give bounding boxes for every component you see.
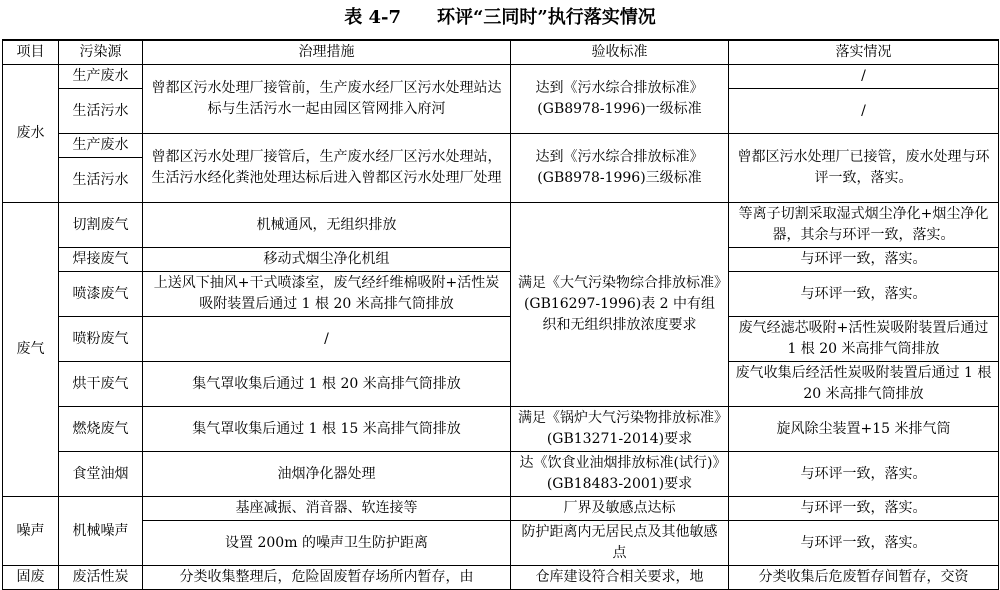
source-cell: 烘干废气 [59,362,143,407]
header-category: 项目 [3,40,59,65]
category-cell: 固废 [3,566,59,590]
source-cell: 机械噪声 [59,497,143,566]
header-row [3,40,999,65]
table-row [3,521,999,566]
measure-cell: / [143,317,511,362]
status-cell: 与环评一致，落实。 [729,272,999,317]
standard-cell: 厂界及敏感点达标 [511,497,729,521]
table-row [3,134,999,158]
source-cell: 生产废水 [59,65,143,89]
header-measure: 治理措施 [143,40,511,65]
source-cell: 焊接废气 [59,248,143,272]
table-row [3,272,999,317]
measure-cell: 集气罩收集后通过 1 根 20 米高排气筒排放 [143,362,511,407]
status-cell: 废气收集后经活性炭吸附装置后通过 1 根 20 米高排气筒排放 [729,362,999,407]
status-cell: 与环评一致，落实。 [729,452,999,497]
table-row [3,566,999,590]
status-cell: 与环评一致，落实。 [729,497,999,521]
table-row [3,362,999,407]
table-row [3,452,999,497]
measure-cell: 集气罩收集后通过 1 根 15 米高排气筒排放 [143,407,511,452]
status-cell: / [729,65,999,89]
standard-cell: 达到《污水综合排放标准》(GB8978-1996)三级标准 [511,134,729,203]
category-cell: 噪声 [3,497,59,566]
source-cell: 燃烧废气 [59,407,143,452]
measure-cell: 分类收集整理后，危险固废暂存场所内暂存，由 [143,566,511,590]
table-title-bar [0,0,1000,36]
source-cell: 喷漆废气 [59,272,143,317]
status-cell: 等离子切割采取湿式烟尘净化+烟尘净化器，其余与环评一致，落实。 [729,203,999,248]
table-row [3,65,999,89]
table-row [3,497,999,521]
source-cell: 喷粉废气 [59,317,143,362]
standard-cell: 达到《污水综合排放标准》(GB8978-1996)一级标准 [511,65,729,134]
measure-cell: 曾都区污水处理厂接管后，生产废水经厂区污水处理站，生活污水经化粪池处理达标后进入曾都区污水处理厂处理 [143,134,511,203]
table-row [3,203,999,248]
measure-cell: 设置 200m 的噪声卫生防护距离 [143,521,511,566]
standard-cell: 防护距离内无居民点及其他敏感点 [511,521,729,566]
measure-cell: 基座减振、消音器、软连接等 [143,497,511,521]
standard-cell: 满足《大气污染物综合排放标准》(GB16297-1996)表 2 中有组织和无组织排放浓度要求 [511,203,729,407]
measure-cell: 油烟净化器处理 [143,452,511,497]
status-cell: 废气经滤芯吸附+活性炭吸附装置后通过 1 根 20 米高排气筒排放 [729,317,999,362]
status-cell: 与环评一致，落实。 [729,521,999,566]
standard-cell: 达《饮食业油烟排放标准(试行)》(GB18483-2001)要求 [511,452,729,497]
status-cell: / [729,89,999,134]
measure-cell: 移动式烟尘净化机组 [143,248,511,272]
category-cell: 废水 [3,65,59,203]
standard-cell: 满足《锅炉大气污染物排放标准》(GB13271-2014)要求 [511,407,729,452]
table-title: 环评“三同时”执行落实情况 [437,7,656,28]
category-cell: 废气 [3,203,59,497]
source-cell: 生活污水 [59,158,143,203]
header-standard: 验收标准 [511,40,729,65]
standard-cell: 仓库建设符合相关要求，地 [511,566,729,590]
header-source: 污染源 [59,40,143,65]
source-cell: 食堂油烟 [59,452,143,497]
measure-cell: 曾都区污水处理厂接管前，生产废水经厂区污水处理站达标与生活污水一起由园区管网排入府河 [143,65,511,134]
status-cell: 分类收集后危废暂存间暂存，交资 [729,566,999,590]
source-cell: 生产废水 [59,134,143,158]
measure-cell: 上送风下抽风+干式喷漆室，废气经纤维棉吸附+活性炭吸附装置后通过 1 根 20 米高排气筒排放 [143,272,511,317]
source-cell: 废活性炭 [59,566,143,590]
table-number: 表 4-7 [344,7,402,28]
status-cell: 与环评一致，落实。 [729,248,999,272]
three-simultaneity-table [2,39,999,590]
source-cell: 切割废气 [59,203,143,248]
measure-cell: 机械通风，无组织排放 [143,203,511,248]
header-status: 落实情况 [729,40,999,65]
table-row [3,317,999,362]
table-row [3,407,999,452]
status-cell: 旋风除尘装置+15 米排气筒 [729,407,999,452]
status-cell: 曾都区污水处理厂已接管，废水处理与环评一致，落实。 [729,134,999,203]
table-row [3,248,999,272]
source-cell: 生活污水 [59,89,143,134]
